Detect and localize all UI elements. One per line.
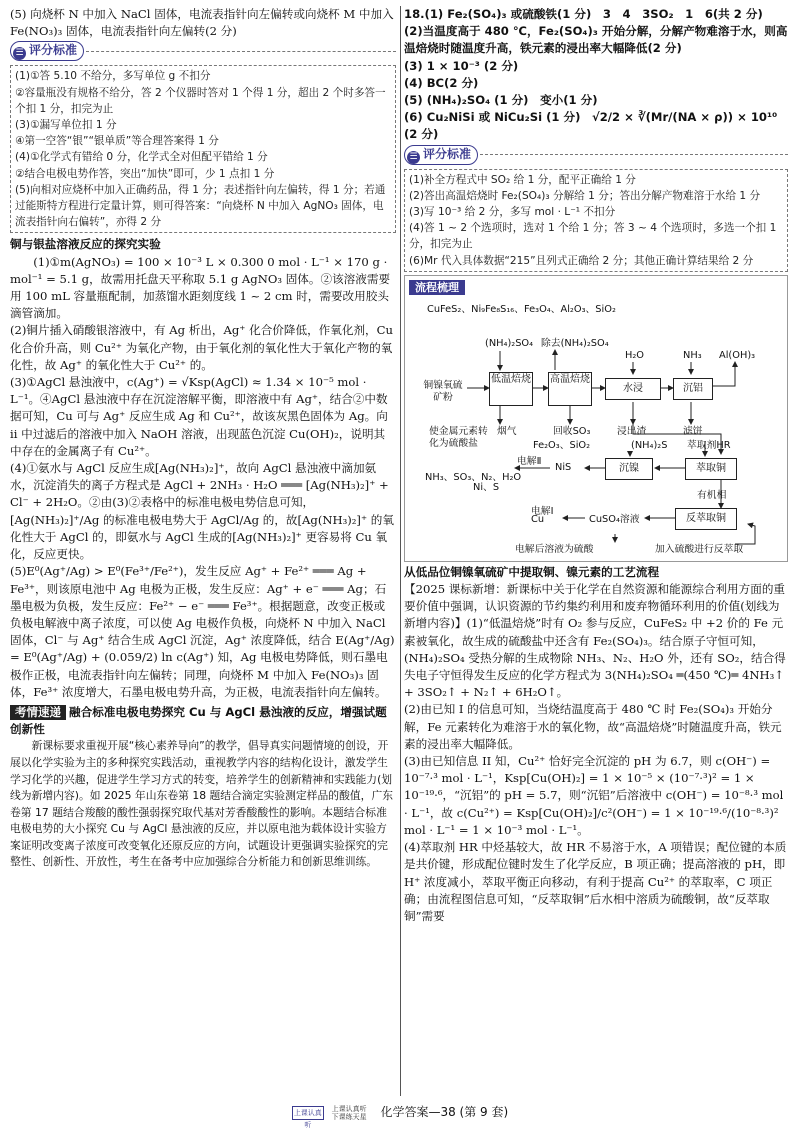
left-column xyxy=(10,6,396,871)
cu-product: Cu xyxy=(531,513,545,525)
ammonium-sulfide: (NH₄)₂S xyxy=(631,439,668,451)
nis-label: NiS xyxy=(555,461,572,473)
recover-so3: 回收SO₃ xyxy=(553,425,591,437)
answer-18-3: (3) 1 × 10⁻³ (2 分) xyxy=(404,58,519,73)
criteria-title: 评分标准 xyxy=(423,146,472,161)
publisher-slogan: 上课认真听 下课练天星 xyxy=(331,1104,367,1121)
process-flow-diagram xyxy=(404,275,788,562)
post-electrolysis-note: 电解后溶液为硫酸 xyxy=(515,543,594,555)
review-text: 新课标要求重视开展“核心素养导向”的教学，倡导真实问题情境的创设，开展以化学实验为主的多种探究实践活动，重视教学内容的结构化设计，激发学生学习化学的兴趣，促进学生学习方式的转变，培养学生的创新精神和实践能力(划线为新增内容)。如 2025 年山东卷第 18 题结合滴定实验测定样品的酸值，广东卷第 17 题结合羧酸的酸性强弱探究取代基对芳香酸酸性的影响。本题结合标准电极电势的大小探究 Cu 与 AgCl 悬浊液的反应，并以原电池为载体设计实验方案证明改变离子浓度可改变氧化还原反应的方向，试题设计更强调实验探究的完整性、创新性、开放性，考生在备考中应加强综合分析能力和创新思维训练。 xyxy=(10,739,394,869)
explanation-4: (4)①氨水与 AgCl 反应生成[Ag(NH₃)₂]⁺，故向 AgCl 悬浊液中滴加氨水，沉淀消失的离子方程式是 AgCl + 2NH₃ · H₂O ═══ [Ag(NH₃)₂]⁺ + Cl⁻ + 2H₂O。②由(3)②表格中的标准电极电势信息可知，[Ag(NH₃)₂]⁺/Ag 的标准电极电势大于 AgCl/Ag 的，故[Ag(NH₃)₂]⁺ 的氧化性大于 AgCl 的，即氨水与 AgCl 生成的[Ag(NH₃)₂]⁺ 更容易将 Cu 氧化，反应更快。 xyxy=(10,461,394,562)
answer-18-2: (2)当温度高于 480 ℃，Fe₂(SO₄)₃ 开始分解，分解产物难溶于水，则高温焙烧时随温度升高，铁元素的浸出率大幅降低(2 分) xyxy=(404,24,788,56)
filter-cake: 滤饼 xyxy=(683,425,703,437)
page-number: 化学答案—38 (第 9 套) xyxy=(380,1105,509,1119)
byproduct-gases: NH₃、SO₃、N₂、H₂O xyxy=(425,471,522,483)
criteria-header-right xyxy=(404,144,788,166)
extractant-hr: 萃取剂HR xyxy=(687,439,731,451)
flow-title: 流程梳理 xyxy=(409,280,465,295)
acid-back-extract-note: 加入硫酸进行反萃取 xyxy=(655,543,744,555)
answer-18-1: 18.(1) Fe₂(SO₄)₃ 或硫酸铁(1 分) 3 4 3SO₂ 1 6(共 2 分) xyxy=(404,7,763,21)
flue-gas: 烟气 xyxy=(497,425,517,437)
note-sulfate: 使金属元素转化为硫酸盐 xyxy=(429,425,488,449)
process-explanation-3: (3)由已知信息 II 知，Cu²⁺ 恰好完全沉淀的 pH 为 6.7，则 c(OH⁻) = 10⁻⁷·³ mol · L⁻¹，Ksp[Cu(OH)₂] = 1 × 10⁻⁵ × (10⁻⁷·³)² = 1 × 10⁻¹⁹·⁶，“沉铝”的 pH = 5.7，则“沉铝”后溶液中 c(OH⁻) = 10⁻⁸·³ mol · L⁻¹，故 c(Cu²⁺) = Ksp[Cu(OH)₂]/c²(OH⁻) = 1 × 10⁻¹⁹·⁶/(10⁻⁸·³)² mol · L⁻¹ = 1 × 10⁻³ mol · L⁻¹。 xyxy=(404,754,784,837)
criteria-item: (4)①化学式有错给 0 分，化学式全对但配平错给 1 分 xyxy=(15,151,268,164)
review-tag: 考情速递 xyxy=(10,705,66,720)
criteria-item: (5)向相对应烧杯中加入正确药品，得 1 分；表述指针向左偏转，得 1 分；若通过能斯特方程进行定量计算，则可得答案：“向烧杯 N 中加入 AgNO₃ 固体，电流表指针向右偏转”，亦得 2 分 xyxy=(15,183,386,229)
criteria-item: (1)①答 5.10 不给分，多写单位 g 不扣分 xyxy=(15,70,211,83)
explanation-1: (1)①m(AgNO₃) = 100 × 10⁻³ L × 0.300 0 mol · L⁻¹ × 170 g · mol⁻¹ = 5.1 g，故需用托盘天平称取 5.1 g AgNO₃ 固体。②该溶液需要用 100 mL 容量瓶配制，加蒸馏水距刻度线 1 ~ 2 cm 时，需要改用胶头滴管滴加。 xyxy=(10,254,391,321)
cu-extract-box: 萃取铜 xyxy=(685,458,737,480)
electrolysis-2: 电解Ⅱ xyxy=(517,455,542,467)
criteria-box-right xyxy=(404,169,788,272)
al-precip-box: 沉铝 xyxy=(673,378,713,400)
criteria-icon: ☰ xyxy=(13,47,26,60)
organic-phase: 有机相 xyxy=(697,489,727,501)
explanation-3: (3)①AgCl 悬浊液中，c(Ag⁺) = √Ksp(AgCl) ≈ 1.34 × 10⁻⁵ mol · L⁻¹。④AgCl 悬浊液中存在沉淀溶解平衡，即溶液中有 Ag⁺，结合②中数据可知，Cu 可与 Ag⁺ 反应生成 Ag 和 Cu²⁺，故该灰黑色固体为 Ag。向 ii 中过滤后的溶液中加入 NaOH 溶液，出现蓝色沉淀 Cu(OH)₂，说明其中存在的金属离子有 Cu²⁺。 xyxy=(10,375,388,458)
publisher-logo: 上课认真听 xyxy=(292,1106,324,1120)
explanation-5: (5)E⁰(Ag⁺/Ag) > E⁰(Fe³⁺/Fe²⁺)，发生反应 Ag⁺ + Fe²⁺ ═══ Ag + Fe³⁺，则该原电池中 Ag 电极为正极，发生反应：Ag⁺ + e⁻ ═══ Ag；石墨电极为负极，发生反应：Fe²⁺ − e⁻ ═══ Fe³⁺。根据题意，改变正极或负极电解液中离子浓度，可以使 Ag 电极作负极，向烧杯 N 中加入 NaCl 固体，Cl⁻ 与 Ag⁺ 结合生成 AgCl 沉淀，Ag⁺ 浓度降低，结合 E(Ag⁺/Ag) = E⁰(Ag⁺/Ag) + (0.059/2) ln c(Ag⁺) 知，Ag 电极电势降低，则石墨电极作正极，电流表指针向左偏转；同理，向烧杯 M 中加入 Fe(NO₃)₃ 固体，Fe³⁺ 浓度增大，石墨电极电势升高，为正极，电流表指针向左偏转。 xyxy=(10,564,395,699)
process-title: 从低品位铜镍氧硫矿中提取铜、镍元素的工艺流程 xyxy=(404,564,660,579)
ammonia-label: NH₃ xyxy=(683,349,702,361)
criteria-item: ②结合电极电势作答，突出“加快”即可，少 1 点扣 1 分 xyxy=(15,167,275,180)
process-explanation-2: (2)由已知 I 的信息可知，当烧结温度高于 480 ℃ 时 Fe₂(SO₄)₃ 开始分解，Fe 元素转化为难溶于水的氧化物，故“高温焙烧”时随温度升高，铁元素的浸出率大幅降低。 xyxy=(404,702,782,751)
ore-powder: 铜镍氧硫矿粉 xyxy=(423,379,463,403)
high-temp-roast-box: 高温焙烧 xyxy=(548,372,592,406)
reagent-ammonium-sulfate: (NH₄)₂SO₄ xyxy=(485,337,534,349)
process-explanation-1: 【2025 课标新增：新课标中关于化学在自然资源和能源综合利用方面的重要价值中强调，认识资源的节约集约利用和废弃物循环利用的价值(划线为新增内容)】(1)“低温焙烧”时有 O₂ 参与反应，CuFeS₂ 中 +2 价的 Fe 元素被氧化，故生成的硫酸盐中还含有 Fe₂(SO₄)₃。结合原子守恒可知，(NH₄)₂SO₄ 受热分解的生成物除 NH₃、N₂、H₂O 外，还有 SO₂，结合得失电子守恒得发生反应的化学方程式为 3(NH₄)₂SO₄ ═(450 ℃)═ 4NH₃↑ + 3SO₂↑ + N₂↑ + 6H₂O↑。 xyxy=(404,582,786,700)
criteria-item: (2)答出高温焙烧时 Fe₂(SO₄)₃ 分解给 1 分；答出分解产物难溶于水给 1 分 xyxy=(409,189,761,202)
ni-precip-box: 沉镍 xyxy=(605,458,653,480)
aluminum-hydroxide-label: Al(OH)₃ xyxy=(719,349,756,361)
low-temp-roast-box: 低温焙烧 xyxy=(489,372,533,406)
answer-18-5: (5) (NH₄)₂SO₄ (1 分) 变小(1 分) xyxy=(404,93,598,108)
review-title: 融合标准电极电势探究 Cu 与 AgCl 悬浊液的反应，增强试题创新性 xyxy=(10,704,387,737)
criteria-icon: ☰ xyxy=(407,151,420,164)
back-extract-box: 反萃取铜 xyxy=(675,508,737,530)
criteria-header-left xyxy=(10,40,396,62)
electrolysis-1: 电解Ⅰ xyxy=(531,505,554,517)
right-column xyxy=(404,6,788,925)
answer-18-6a: (6) Cu₂NiSi 或 NiCu₂Si (1 分) xyxy=(404,110,581,125)
page-footer xyxy=(0,1104,800,1129)
criteria-item: (6)Mr 代入具体数据“215”且列式正确给 2 分；其他正确计算结果给 2 分 xyxy=(409,254,754,267)
ni-s-product: Ni、S xyxy=(473,481,500,493)
ore-composition: CuFeS₂、Ni₉Fe₈S₁₆、Fe₃O₄、Al₂O₃、SiO₂ xyxy=(427,303,616,315)
copper-sulfate-solution: CuSO₄溶液 xyxy=(589,513,640,525)
criteria-item: ④第一空答“银”“银单质”等合理答案得 1 分 xyxy=(15,135,219,148)
criteria-item: ②容量瓶没有规格不给分，答 2 个仪器时答对 1 个得 1 分，超出 2 个时多答一个扣 1 分，扣完为止 xyxy=(15,86,386,115)
criteria-item: (3)写 10⁻³ 给 2 分，多写 mol · L⁻¹ 不扣分 xyxy=(409,206,616,219)
oxides: Fe₂O₃、SiO₂ xyxy=(533,439,591,451)
criteria-item: (4)答 1 ~ 2 个选项时，选对 1 个给 1 分；答 3 ~ 4 个选项时，多选一个扣 1 分，扣完为止 xyxy=(409,222,777,251)
criteria-box-left xyxy=(10,65,396,233)
answer-18-6b: √2/2 × ∛(Mr/(NA × ρ)) × 10¹⁰ (2 分) xyxy=(404,110,778,142)
criteria-item: (1)补全方程式中 SO₂ 给 1 分，配平正确给 1 分 xyxy=(409,173,636,186)
criteria-item: (3)①漏写单位扣 1 分 xyxy=(15,119,117,132)
experiment-title: 铜与银盐溶液反应的探究实验 xyxy=(10,237,161,252)
water-label: H₂O xyxy=(625,349,645,361)
answer-17-5: (5) 向烧杯 N 中加入 NaCl 固体，电流表指针向左偏转或向烧杯 M 中加入 Fe(NO₃)₃ 固体，电流表指针向左偏转(2 分) xyxy=(10,7,394,39)
answer-18-4: (4) BC(2 分) xyxy=(404,75,479,90)
water-leach-box: 水浸 xyxy=(605,378,661,400)
process-explanation-4: (4)萃取剂 HR 中烃基较大，故 HR 不易溶于水，A 项错误；配位键的本质是共价键，形成配位键时发生了化学反应，B 项正确；提高溶液的 pH，即 H⁺ 浓度减小，萃取平衡正向移动，有利于提高 Cu²⁺ 的萃取率，C 项正确；由流程图信息可知，“反萃取铜”后水相中溶质为硫酸铜，故“反萃取铜”需要 xyxy=(404,840,787,923)
leach-residue: 浸出渣 xyxy=(617,425,647,437)
criteria-title: 评分标准 xyxy=(29,43,78,58)
column-divider xyxy=(400,6,401,1096)
remove-label: 除去(NH₄)₂SO₄ xyxy=(541,337,609,349)
explanation-2: (2)铜片插入硝酸银溶液中，有 Ag 析出，Ag⁺ 化合价降低，作氧化剂，Cu 化合价升高，则 Cu²⁺ 为氧化产物，由于氧化剂的氧化性大于氧化产物的氧化性，故 Ag⁺ 的氧化性大于 Cu²⁺ 的。 xyxy=(10,323,393,372)
